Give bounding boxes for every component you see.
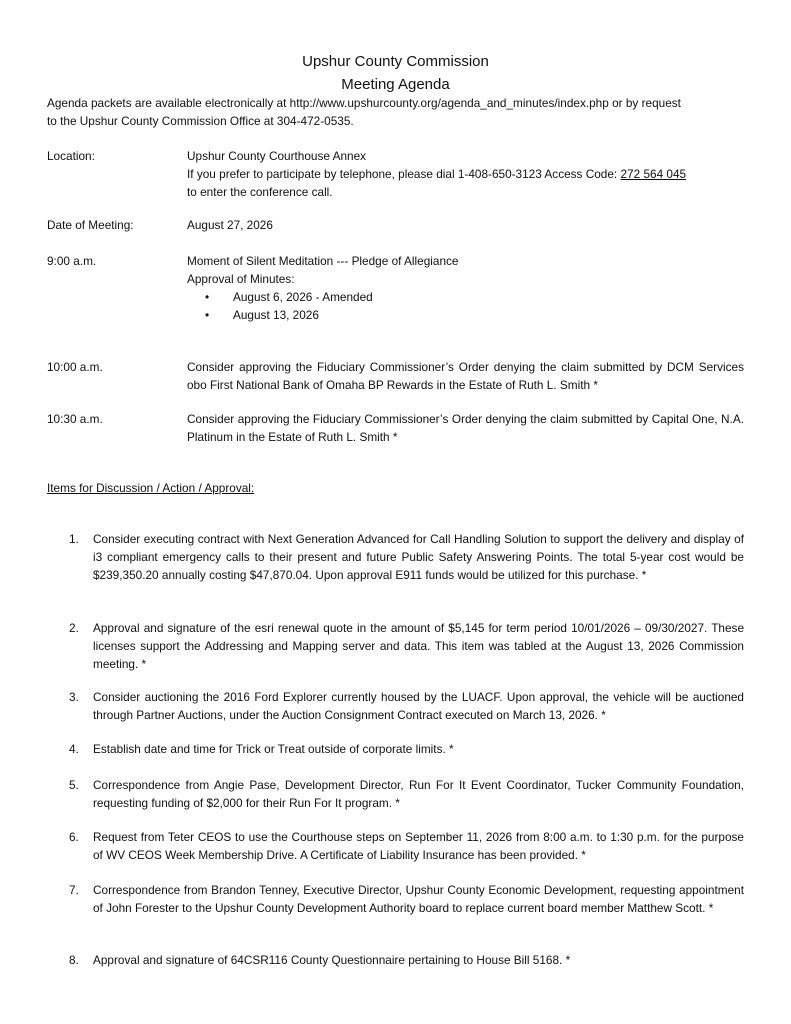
item-number: 4. — [69, 742, 79, 756]
schedule-time: 10:30 a.m. — [47, 412, 103, 426]
discussion-item: Establish date and time for Trick or Treat outside of corporate limits. * — [93, 742, 454, 756]
schedule-time: 9:00 a.m. — [47, 254, 97, 268]
location-venue: Upshur County Courthouse Annex — [187, 149, 367, 163]
discussion-item: Consider auctioning the 2016 Ford Explorer currently housed by the LUACF. Upon approval, the vehicle will be auctioned through Partner Auctions, under the Auction Consignment Contract executed on March 13, 2026. * — [93, 690, 744, 722]
minutes-bullet: • August 13, 2026 — [209, 306, 319, 324]
document-subtitle: Meeting Agenda — [341, 76, 450, 93]
intro-line-2: to the Upshur County Commission Office at 304-472-0535. — [47, 114, 354, 128]
location-conference-line: to enter the conference call. — [187, 185, 333, 199]
document-title: Upshur County Commission — [302, 53, 489, 70]
item-number: 8. — [69, 953, 79, 967]
location-phone-line — [187, 165, 686, 183]
date-value: August 27, 2026 — [187, 218, 273, 232]
discussion-item: Approval and signature of 64CSR116 County Questionnaire pertaining to House Bill 5168. * — [93, 953, 571, 967]
access-code: 272 564 045 — [620, 167, 687, 181]
schedule-item-text: Consider approving the Fiduciary Commissioner’s Order denying the claim submitted by DCM Services obo First National Bank of Omaha BP Rewards in the Estate of Ruth L. Smith * — [187, 360, 744, 392]
phone-instructions: If you prefer to participate by telephone, please dial 1-408-650-3123 Access Code: — [187, 167, 621, 181]
discussion-heading: Items for Discussion / Action / Approval: — [47, 481, 255, 495]
schedule-item-minutes: Approval of Minutes: — [187, 272, 295, 286]
item-number: 7. — [69, 883, 79, 897]
minutes-bullet: • August 6, 2026 - Amended — [209, 288, 373, 306]
item-number: 6. — [69, 830, 79, 844]
schedule-item-meditation: Moment of Silent Meditation --- Pledge of Allegiance — [187, 254, 459, 268]
discussion-item: Approval and signature of the esri renewal quote in the amount of $5,145 for term period 10/01/2026 – 09/30/2027. These licenses support the Addressing and Mapping server and data. This item was tabled at the August 13, 2026 Commission meeting. * — [93, 621, 744, 671]
item-number: 2. — [69, 621, 79, 635]
item-number: 1. — [69, 532, 79, 546]
intro-line-1: Agenda packets are available electronically at http://www.upshurcounty.org/agenda_and_minutes/index.php or by request — [47, 96, 681, 110]
date-label: Date of Meeting: — [47, 218, 134, 232]
discussion-item: Request from Teter CEOS to use the Courthouse steps on September 11, 2026 from 8:00 a.m. to 1:30 p.m. for the purpose of WV CEOS Week Membership Drive. A Certificate of Liability Insurance has been provided. * — [93, 830, 744, 862]
item-number: 3. — [69, 690, 79, 704]
discussion-item: Consider executing contract with Next Generation Advanced for Call Handling Solution to support the delivery and display of i3 compliant emergency calls to their present and future Public Safety Answering Points. The total 5-year cost would be $239,350.20 annually costing $47,870.04. Upon approval E911 funds would be utilized for this purchase. * — [93, 532, 744, 582]
discussion-item: Correspondence from Angie Pase, Development Director, Run For It Event Coordinator, Tucker Community Foundation, requesting funding of $2,000 for their Run For It program. * — [93, 778, 744, 810]
location-label: Location: — [47, 149, 95, 163]
schedule-item-text: Consider approving the Fiduciary Commissioner’s Order denying the claim submitted by Capital One, N.A. Platinum in the Estate of Ruth L. Smith * — [187, 412, 744, 444]
discussion-item: Correspondence from Brandon Tenney, Executive Director, Upshur County Economic Development, requesting appointment of John Forester to the Upshur County Development Authority board to replace current board member Matthew Scott. * — [93, 883, 744, 915]
schedule-time: 10:00 a.m. — [47, 360, 103, 374]
item-number: 5. — [69, 778, 79, 792]
